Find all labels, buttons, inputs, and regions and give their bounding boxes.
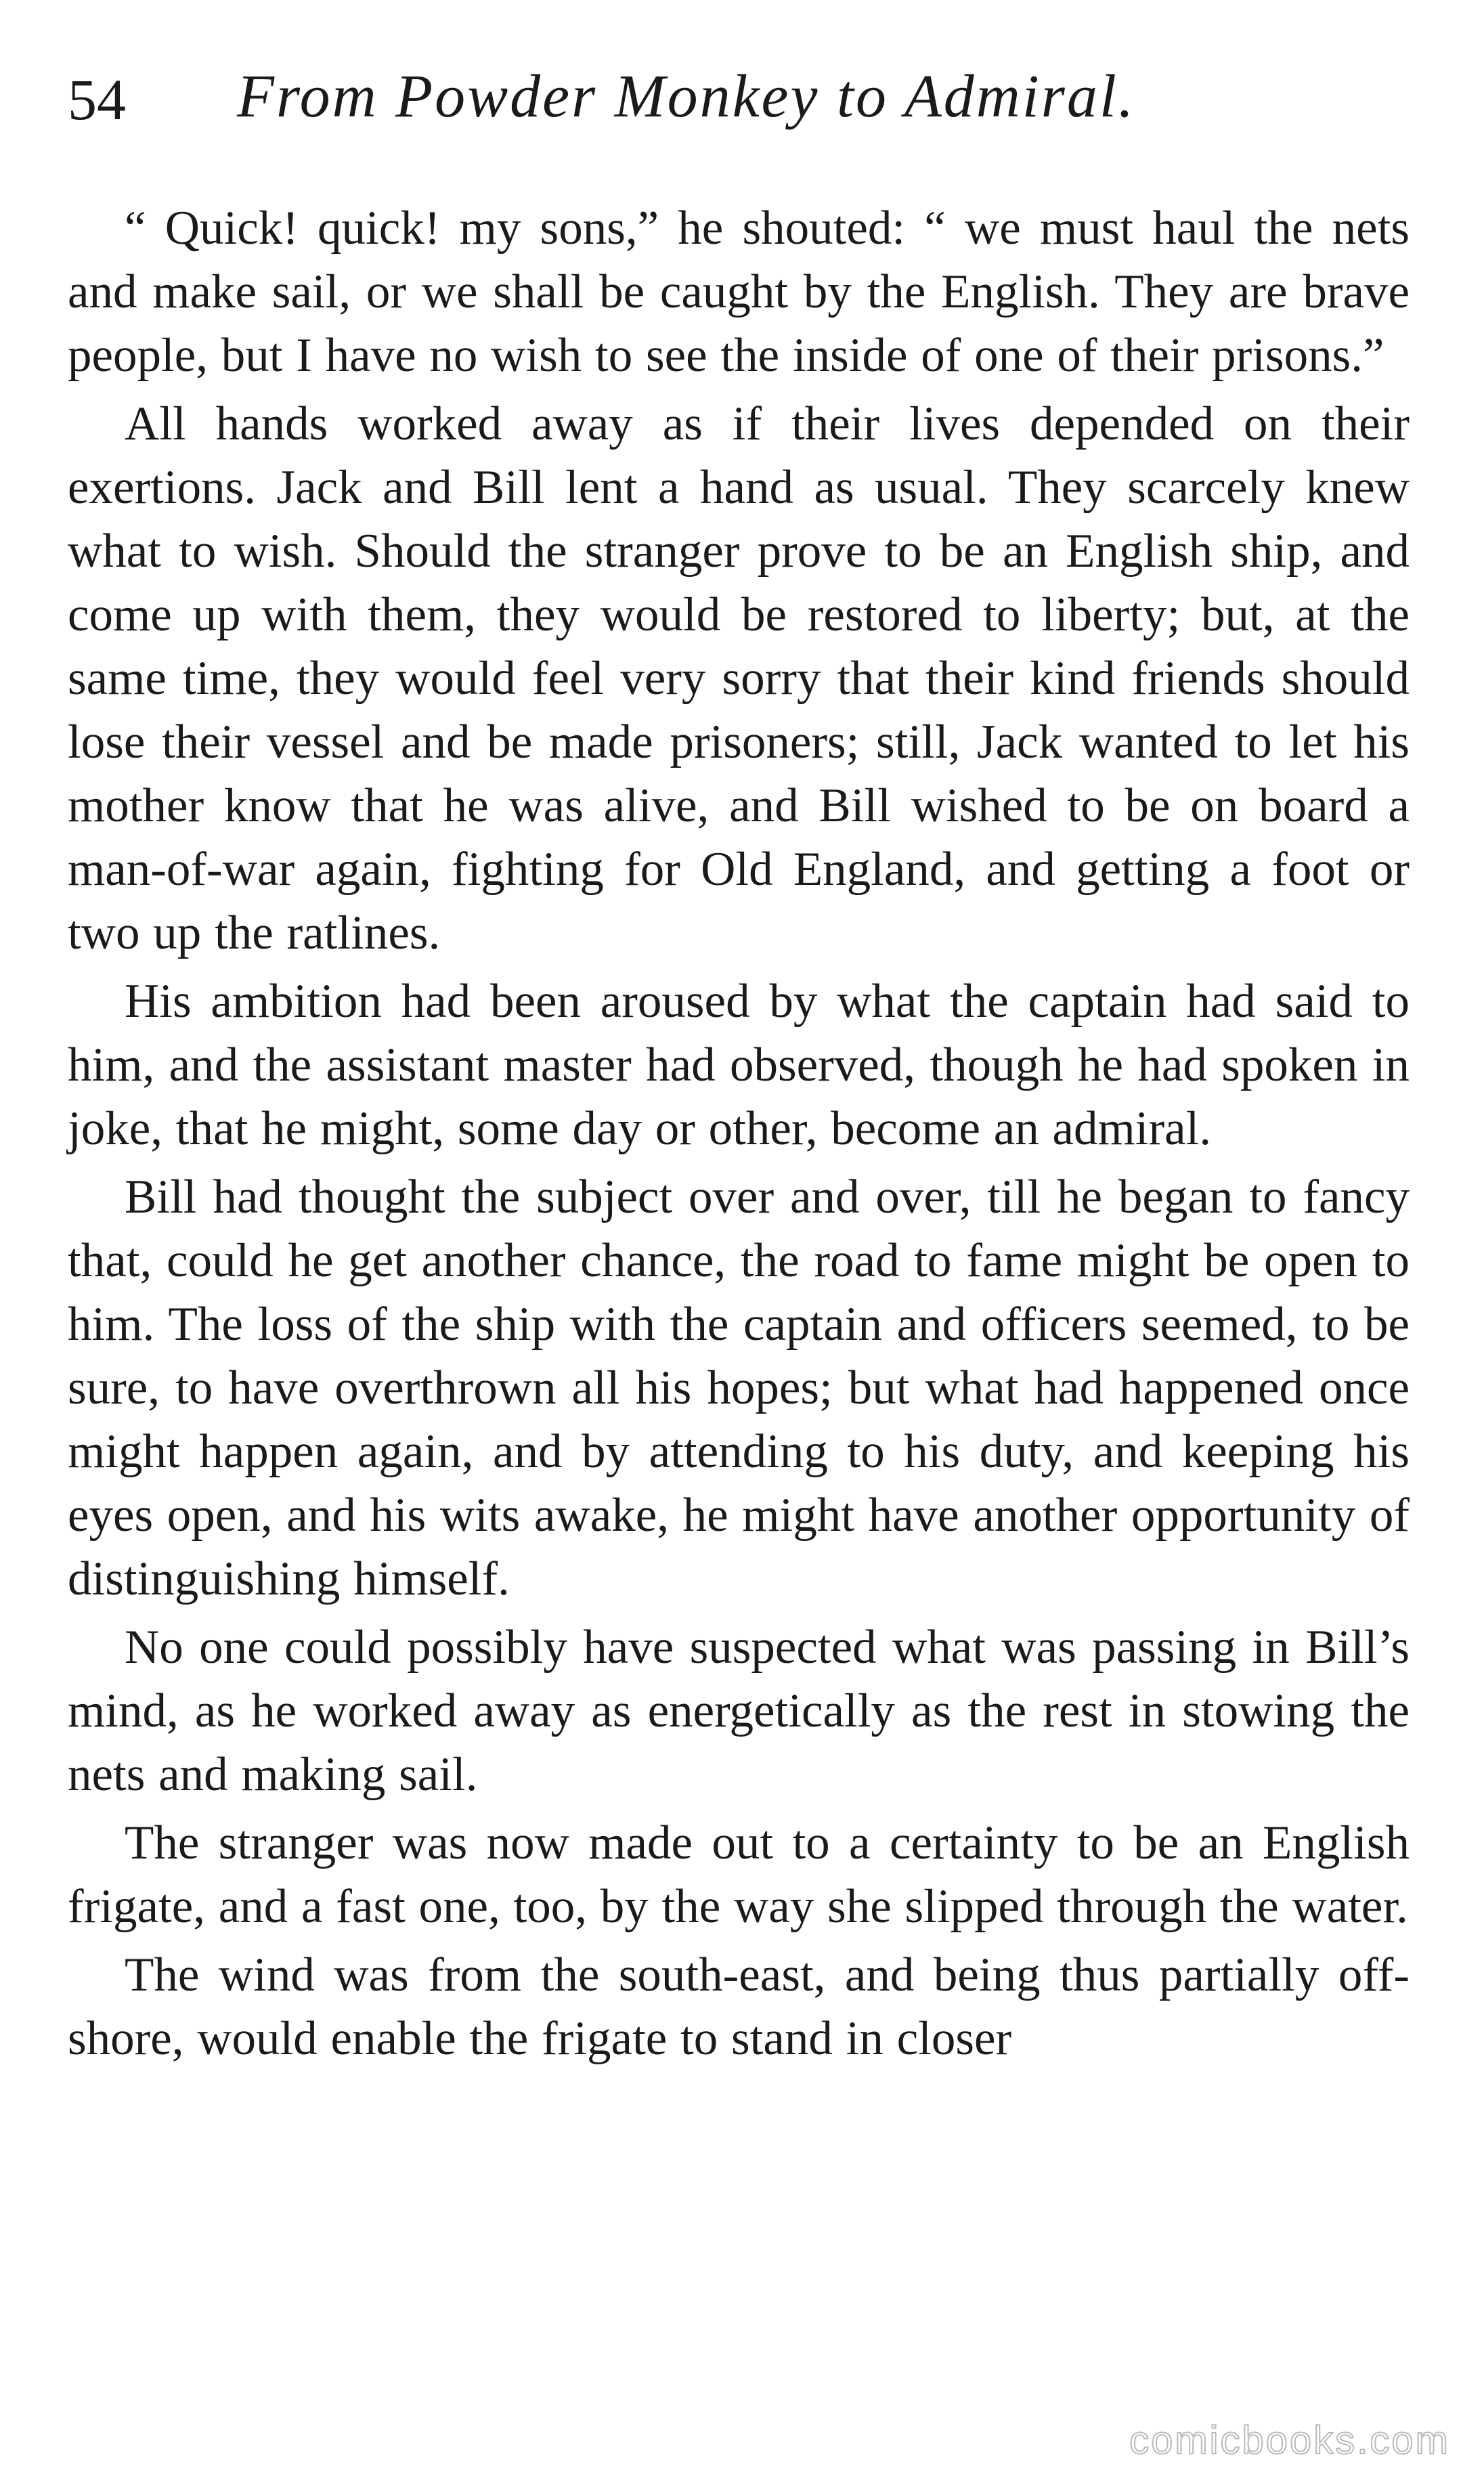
paragraph: The wind was from the south-east, and being thus partially off-shore, would enable the frigate to stand in closer <box>68 1949 1410 2065</box>
paragraph: The stranger was now made out to a certainty to be an English frigate, and a fast one, too, by the way she slipped through the water. <box>68 1817 1410 1933</box>
paragraph: Bill had thought the subject over and over, till he began to fancy that, could he get another chance, the road to fame might be open to him. The loss of the ship with the captain and officers seemed, to be sure, to have overthrown all his hopes; but what had happened once might happen again, and by attending to his duty, and keeping his eyes open, and his wits awake, he might have another opportunity of distinguishing himself. <box>68 1171 1410 1605</box>
running-title: From Powder Monkey to Admiral. <box>237 63 1136 130</box>
paragraph: His ambition had been aroused by what the captain had said to him, and the assistant master had observed, though he had spoken in joke, that he might, some day or other, become an admiral. <box>68 975 1410 1155</box>
watermark: comicbooks.com <box>1129 2418 1450 2462</box>
page-number: 54 <box>68 67 126 132</box>
paragraph: “ Quick! quick! my sons,” he shouted: “ we must haul the nets and make sail, or we shall be caught by the English. They are brave people, but I have no wish to see the inside of one of their prisons.” <box>68 202 1410 382</box>
page-header <box>68 60 1422 141</box>
paragraph: No one could possibly have suspected what was passing in Bill’s mind, as he worked away as energetically as the rest in stowing the nets and making sail. <box>68 1621 1410 1801</box>
paragraph: All hands worked away as if their lives depended on their exertions. Jack and Bill lent a hand as usual. They scarcely knew what to wish. Should the stranger prove to be an English ship, and come up with them, they would be restored to liberty; but, at the same time, they would feel very sorry that their kind friends should lose their vessel and be made prisoners; still, Jack wanted to let his mother know that he was alive, and Bill wished to be on board a man-of-war again, fighting for Old England, and getting a foot or two up the ratlines. <box>68 397 1410 959</box>
body-text <box>68 196 1410 2075</box>
